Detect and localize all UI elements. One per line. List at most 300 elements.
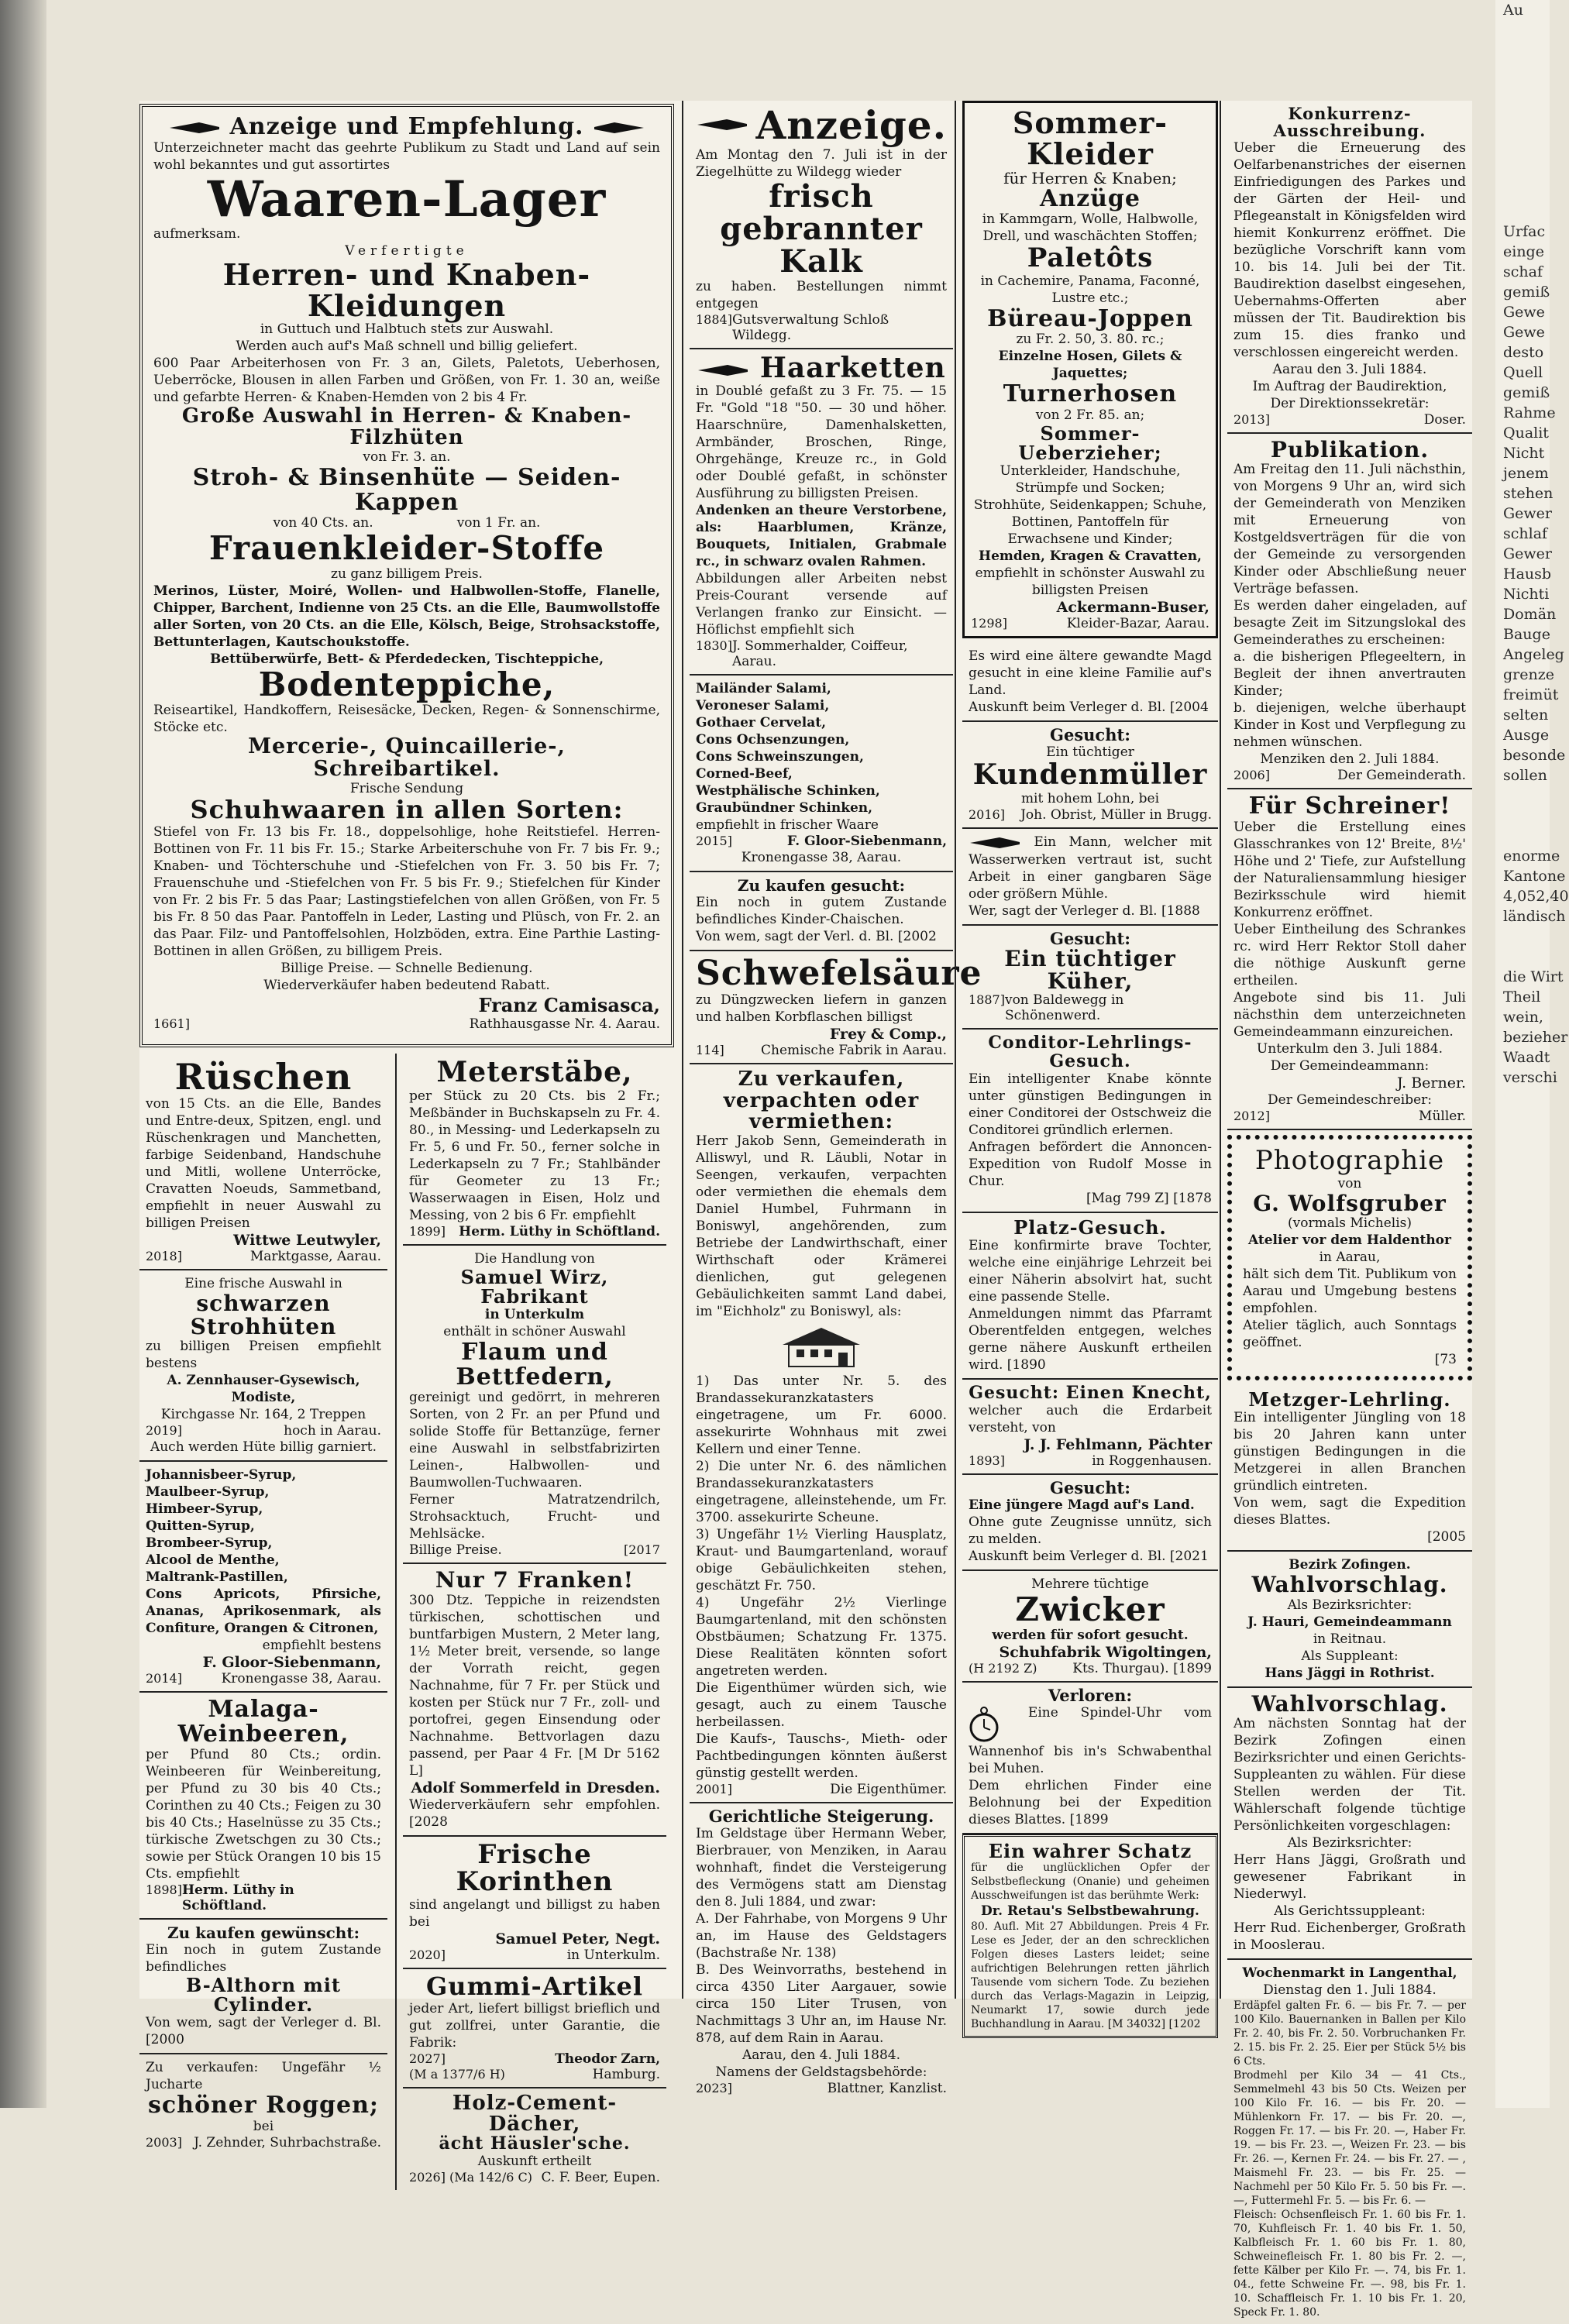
- ad-text: Mehrere tüchtige: [1031, 1576, 1149, 1592]
- ad-text: Hemden, Kragen & Cravatten,: [979, 548, 1202, 565]
- pocket-watch-icon: [969, 1704, 1000, 1743]
- ad-title-text: Haarketten: [759, 351, 946, 384]
- ad-text: [969, 1704, 1212, 1777]
- ad-headline: Platz-Gesuch.: [1013, 1215, 1167, 1239]
- ad-headline: Waaren-Lager: [207, 170, 607, 229]
- ad-text: Am Montag den 7. Juli ist in der Ziegelhütte zu Wildegg wieder: [696, 146, 947, 180]
- ad-konkurrenz: [1227, 101, 1472, 434]
- ad-text: Als Gerichtssuppleant:: [1274, 1903, 1426, 1920]
- ad-text: J. Hauri, Gemeindeammann: [1247, 1614, 1452, 1630]
- ad-footer: [409, 1542, 660, 1558]
- ad-signature: Die Eigenthümer.: [830, 1782, 947, 1798]
- ad-signature: A. Zennhauser-Gysewisch, Modiste,: [167, 1373, 360, 1406]
- ad-text: Es wird eine ältere gewandte Magd gesucht in eine kleine Familie auf's Land.: [969, 648, 1212, 699]
- ad-text: Am Freitag den 11. Juli nächsthin, von Morgens 9 Uhr an, wird sich der Gemeinderath von Menziken mit Erneuerung von Kostgeldsverträgen für die von der Gemeinde zu versorgenden Kinder oder Abschließung neuer Verträge befassen.: [1234, 462, 1466, 597]
- pointing-hand-icon: [168, 119, 221, 136]
- ad-subheadline: Anzüge: [1040, 184, 1141, 212]
- ad-footer: [969, 807, 1212, 823]
- ad-signature: J. Berner.: [1396, 1074, 1466, 1092]
- ad-text: für Herren & Knaben;: [1003, 168, 1177, 187]
- ad-gummi: [403, 1969, 666, 2089]
- ad-headline: Sommer-Kleider: [1012, 105, 1168, 171]
- ad-text: Namens der Geldstagsbehörde:: [715, 2064, 927, 2081]
- adjacent-page-fragment: Ausge: [1503, 727, 1550, 744]
- adjacent-page-fragment: gemiß: [1503, 284, 1550, 301]
- ad-magd-2: [962, 1475, 1218, 1571]
- ad-text: hält sich dem Tit. Publikum von Aarau und Umgebung bestens empfohlen.: [1243, 1267, 1457, 1317]
- ad-text: Die Handlung von: [474, 1250, 595, 1267]
- ad-subheadline: Große Auswahl in Herren- & Knaben-Filzhüten: [181, 404, 632, 449]
- ad-date: Aarau den 3. Juli 1884.: [1272, 362, 1427, 378]
- ad-subheadline: Paletôts: [1027, 242, 1154, 274]
- ad-conditor: [962, 1030, 1218, 1212]
- ad-list-item: Maulbeer-Syrup,: [146, 1484, 270, 1501]
- ad-address: Chemische Fabrik in Aarau.: [761, 1043, 947, 1059]
- ad-number: 1899]: [409, 1223, 446, 1239]
- ad-text: gereinigt und gedörrt, in mehreren Sorten, von 2 Fr. an per Pfund und solide Stoffe für Bettanzüge, ferner eine Auswahl in selbstfabrizirten Leinen-, Halbwollen- und Baumwollen-Tuchwaaren.: [409, 1390, 660, 1491]
- ad-footer: [153, 1016, 660, 1032]
- ad-signature: Adolf Sommerfeld in Dresden.: [411, 1779, 660, 1796]
- ad-signature: F. Gloor-Siebenmann,: [786, 834, 947, 850]
- ad-text: Ein Mann, welcher mit Wasserwerken vertraut ist, sucht Arbeit in einer gangbaren Säge oder größern Mühle.: [969, 834, 1213, 902]
- ad-text: bei: [253, 2118, 274, 2134]
- ad-text: Als Bezirksrichter:: [1287, 1835, 1412, 1851]
- ad-text: Ueber die Erstellung eines Glasschrankes von 12' Breite, 8½' Höhe und 2' Tiefe, zur Aufstellung der Naturaliensammlung hiesiger Bezirksschule wird hiemit Konkurrenz eröffnet.: [1234, 819, 1466, 920]
- ad-number: 1830]: [696, 638, 732, 654]
- ad-wahlvorschlag-2: [1227, 1688, 1472, 1960]
- ad-list-item: Brombeer-Syrup,: [146, 1535, 273, 1552]
- column-2: [395, 1054, 666, 2190]
- ad-number: 114]: [696, 1043, 724, 1058]
- adjacent-page-fragment: [1503, 40, 1550, 60]
- ad-text: Auskunft ertheilt: [477, 2154, 592, 2170]
- ad-headline: Gesucht:: [1050, 1477, 1130, 1497]
- ad-text: Auch werden Hüte billig garniert.: [150, 1439, 377, 1456]
- ad-text: enthält in schöner Auswahl: [443, 1324, 626, 1340]
- ad-list-item: 1) Das unter Nr. 5. des Brandassekuranzkatasters eingetragene, um Fr. 6000. assekurirte Wohnhaus mit zwei Kellern und einer Tenne.: [696, 1373, 947, 1458]
- ad-text: jeder Art, liefert billigst brieflich und gut zollfrei, unter Garantie, die Fabrik:: [409, 2000, 660, 2051]
- adjacent-page-fragment: [1503, 1108, 1550, 1128]
- ad-text: Wer, sagt der Verleger d. Bl. [1888: [969, 902, 1200, 919]
- ad-text: von: [1337, 1175, 1362, 1191]
- ad-text: Der Gemeindeschreiber:: [1268, 1092, 1432, 1108]
- ad-number: 2020]: [409, 1947, 446, 1962]
- ad-footer: [146, 1423, 381, 1439]
- ad-footer: [969, 992, 1212, 1023]
- ad-headline: Konkurrenz-Ausschreibung.: [1273, 104, 1426, 141]
- ad-address: Kts. Thurgau). [1899: [1072, 1660, 1212, 1676]
- ad-footer: [969, 1661, 1212, 1676]
- ad-text: zu billigen Preisen empfiehlt bestens: [146, 1339, 381, 1372]
- ad-text: Im Auftrag der Baudirektion,: [1252, 379, 1447, 395]
- ad-syrup: [139, 1462, 387, 1693]
- ad-metzger: [1227, 1385, 1472, 1552]
- adjacent-page-fragment: [1503, 161, 1550, 181]
- ad-signature: J. J. Fehlmann, Pächter: [1024, 1435, 1212, 1453]
- ad-text: Anmeldungen nimmt das Pfarramt Oberentfelden entgegen, welches gerne nähere Auskunft ertheilen wird. [1890: [969, 1305, 1212, 1373]
- ad-list-item: 3) Ungefähr 1½ Vierling Hausplatz, Kraut- und Baumgartenland, worauf obige Gebäulichkeiten stehen, geschätzt Fr. 750.: [696, 1527, 947, 1594]
- ad-signature: Herm. Lüthy in Schöftland.: [181, 1882, 294, 1914]
- ad-headline: Nur 7 Franken!: [435, 1567, 635, 1593]
- ad-text: welcher auch die Erdarbeit versteht, von: [969, 1402, 1212, 1435]
- ad-chaischen: [690, 872, 953, 951]
- adjacent-page-fragment: [1503, 1148, 1550, 1168]
- ad-date: Menziken den 2. Juli 1884.: [1260, 751, 1440, 768]
- ad-rueschen: [139, 1054, 387, 1270]
- ad-number: 1298]: [971, 616, 1007, 631]
- ad-text: Hans Jäggi in Rothrist.: [1264, 1665, 1435, 1681]
- ad-signature: Blattner, Kanzlist.: [827, 2081, 947, 2097]
- ad-text: aufmerksam.: [153, 225, 241, 242]
- adjacent-page-fragment: Gewer: [1503, 545, 1553, 562]
- pointing-hand-icon: [593, 119, 645, 136]
- ad-text: Brodmehl per Kilo 34 — 41 Cts., Semmelmehl 43 bis 50 Cts. Weizen per 100 Kilo Fr. 16. — bis Fr. 20. — Mühlenkorn Fr. 17. — bis Fr. 20. —, Roggen Fr. 17. — bis Fr. 20. —, Haber Fr. 19. — bis Fr. 23. —, Weizen Fr. 23. — bis Fr. 26. —, Kernen Fr. 24. — bis Fr. 27. — , Maismehl Fr. 23. — bis Fr. 25. — Nachmehl per 50 Kilo Fr. 5. 50 bis Fr. —. —, Futtermehl Fr. 5. — bis Fr. 6. —: [1234, 2069, 1466, 2208]
- ad-headline: Photographie: [1254, 1144, 1445, 1176]
- column-1-lower: [139, 1054, 674, 2190]
- ad-text: Von wem, sagt der Verl. d. Bl. [2002: [696, 929, 937, 945]
- ad-text: Zu verkaufen: Ungefähr ½ Jucharte: [146, 2060, 381, 2093]
- ad-address: in Roggenhausen.: [1092, 1452, 1212, 1469]
- adjacent-page-fragment: Domän: [1503, 606, 1557, 623]
- ad-list-item: Graubündner Schinken,: [696, 800, 873, 816]
- ad-text: 600 Paar Arbeiterhosen von Fr. 3 an, Gilets, Paletots, Ueberhosen, Ueberröcke, Blousen in allen Farben und Größen, von Fr. 1. 30 an, weiße und gefarbte Herren- & Knaben-Hemden von 2 bis 4 Fr.: [153, 356, 660, 406]
- adjacent-page-fragment: Waadt: [1503, 1049, 1550, 1066]
- ad-text: Herr Jakob Senn, Gemeinderath in Alliswyl, und R. Läubli, Notar in Seengen, verkaufen, verpachten oder vermiethen die ehemals dem Daniel Humbel, Fuhrmann in Boniswyl, angehörenden, zum Betriebe der Landwirthschaft, einer Wirthschaft oder Krämerei dienlichen, gut gelegenen Gebäulichkeiten sammt Land dabei, im "Eichholz" zu Boniswyl, als:: [696, 1133, 947, 1320]
- ad-footer: [696, 1043, 947, 1058]
- ad-footer: [409, 2051, 660, 2067]
- ad-list-item: b. diejenigen, welche überhaupt Kinder in Kost und Verpflegung zu nehmen wünschen.: [1234, 700, 1466, 751]
- ad-number: 2018]: [146, 1249, 182, 1264]
- ad-signature: Schuhfabrik Wigoltingen,: [999, 1643, 1212, 1661]
- ad-number: 2014]: [146, 1671, 182, 1686]
- adjacent-page-fragment: Angeleg: [1503, 646, 1564, 663]
- ad-text: in Doublé gefaßt zu 3 Fr. 75. — 15 Fr. "Gold "18 "50. — 30 und höher. Haarschnüre, Damenhalsketten, Armbänder, Broschen, Ringe, Ohrgehänge, Kreuze rc., in Gold oder Doublé gefaßt, in schönster Ausführung zu billigsten Preisen.: [696, 383, 947, 502]
- ad-text: Die Kaufs-, Tauschs-, Mieth- oder Pachtbedingungen könnten äußerst günstig gestellt werden.: [696, 1731, 947, 1782]
- ad-signature: Theodor Zarn,: [555, 2051, 660, 2067]
- ad-signature: Der Gemeinderath.: [1337, 768, 1466, 784]
- adjacent-page-fragment: [1503, 60, 1550, 81]
- ad-text: 300 Dtz. Teppiche in reizendsten türkischen, schottischen und buntfarbigen Mustern, 2 Meter lang, 1½ Meter breit, versende, so lange der Vorrath reicht, gegen Nachnahme, für 7 Fr. per Stück und kosten per Stück nur 7 Fr., zoll- und portofrei, gegen Einsendung oder Nachnahme. Bettvorlagen dazu passend, per Paar 4 Fr. [M Dr 5162 L]: [409, 1592, 660, 1779]
- adjacent-page-fragment: Rahme: [1503, 404, 1556, 421]
- ad-text: Ueber die Erneuerung des Oelfarbenanstriches der eisernen Einfriedigungen des Parkes und der Gärten der Heil- und Pflegeanstalt in Königsfelden wird hiemit Konkurrenz eröffnet. Die bezügliche Vorschrift kann vom 10. bis 14. Juli bei der Tit. Baudirektion daselbst eingesehen, Uebernahms-Offerten aber müssen der Tit. Baudirektion bis zum 15. dies franko und verschlossen eingereicht werden.: [1234, 140, 1466, 361]
- ad-text: Werden auch auf's Maß schnell und billig geliefert.: [236, 339, 578, 355]
- ad-text: Billige Preise.: [409, 1542, 502, 1559]
- adjacent-page-fragment: grenze: [1503, 666, 1554, 683]
- ad-signature: C. F. Beer, Eupen.: [541, 2170, 660, 2186]
- adjacent-page-fragment: [1503, 1088, 1550, 1108]
- ad-list-item: a. die bisherigen Pflegeeltern, in Begleit der ihnen anvertrauten Kinder;: [1234, 649, 1466, 700]
- ad-headline: Wochenmarkt in Langenthal,: [1242, 1965, 1457, 1982]
- ad-text: Eine konfirmirte brave Tochter, welche eine einjährige Lehrzeit bei einer Näherin absolvirt hat, sucht eine passende Stelle.: [969, 1237, 1212, 1305]
- ad-text: Einzelne Hosen, Gilets & Jaquettes;: [998, 349, 1182, 382]
- adjacent-page-fragment: [1503, 947, 1550, 967]
- adjacent-page-fragment: Bauge: [1503, 626, 1550, 643]
- adjacent-page-fragment: enorme: [1503, 847, 1560, 865]
- ad-list-item: Cons Ochsenzungen,: [696, 732, 850, 748]
- ad-text: Fleisch: Ochsenfleisch Fr. 1. 60 bis Fr. 1. 70, Kuhfleisch Fr. 1. 40 bis Fr. 1. 50, Kalbfleisch Fr. 1. 60 bis Fr. 1. 80, Schweinefleisch Fr. 1. 80 bis Fr. 2. —, fette Kälber per Kilo Fr. —. 74, bis Fr. 1. 04., fette Schweine Fr. —. 98, bis Fr. 1. 10. Schaffleisch Fr. 1. 10 bis Fr. 1. 20, Speck Fr. 1. 80.: [1234, 2209, 1466, 2319]
- column-3: [682, 101, 982, 2097]
- newspaper-page: [139, 101, 1472, 2319]
- ad-list-item: Cons Apricots, Pfirsiche, Ananas, Aprikosenmark, als Confiture, Orangen & Citronen,: [146, 1587, 381, 1637]
- ad-footer: [696, 638, 947, 669]
- adjacent-page-fragment: Kantone: [1503, 868, 1566, 885]
- ad-text: Merinos, Lüster, Moiré, Wollen- und Halbwollen-Stoffe, Flanelle, Chipper, Barchent, Indienne von 25 Cts. an die Elle, Baumwollstoffe aller Sorten, von 20 Cts. an die Elle, Kölsch, Beige, Strohsackstoffe, Bettunterlagen, Kautschoukstoffe.: [153, 583, 660, 651]
- ad-headline: Zu verkaufen, verpachten oder vermiethen:: [723, 1067, 920, 1134]
- ad-headline: Publikation.: [1270, 437, 1430, 463]
- adjacent-page-fragment: [1503, 806, 1550, 826]
- ad-text: Eine frische Auswahl in: [184, 1276, 342, 1292]
- ad-code: (M a 1377/6 H): [409, 2066, 505, 2082]
- ad-footer: [409, 2067, 660, 2082]
- ad-camisasca: [139, 104, 674, 1047]
- ad-text: Die Eigenthümer würden sich, wie gesagt, auch zu einem Tausche herbeilassen.: [696, 1680, 947, 1731]
- ad-text: sind angelangt und billigst zu haben bei: [409, 1896, 660, 1930]
- ad-number: 2012]: [1234, 1108, 1270, 1123]
- column-1a: [139, 1054, 387, 2190]
- ad-signature: Samuel Peter, Negt.: [495, 1930, 660, 1948]
- ad-footer: [1234, 1109, 1466, 1124]
- ad-headline: Gummi-Artikel: [425, 1971, 644, 2001]
- ad-signature: Wittwe Leutwyler,: [233, 1232, 381, 1250]
- ad-schreiner: [1227, 789, 1472, 1130]
- ad-text: [969, 834, 1212, 902]
- ad-althorn: [139, 1920, 387, 2054]
- adjacent-page-strip: [1503, 0, 1569, 2108]
- adjacent-page-fragment: gemiß: [1503, 384, 1550, 401]
- adjacent-page-fragment: Theil: [1503, 988, 1541, 1006]
- adjacent-page-fragment: [1503, 201, 1550, 222]
- ad-list-item: Gothaer Cervelat,: [696, 715, 827, 731]
- ad-text: mit hohem Lohn, bei: [1020, 791, 1160, 807]
- ad-headline: Malaga-Weinbeeren,: [177, 1696, 349, 1748]
- ad-text: Strohhüte, Seidenkappen; Schuhe, Bottinen, Pantoffeln für Erwachsene und Kinder;: [973, 497, 1207, 548]
- ad-number: [2005: [1427, 1529, 1466, 1545]
- ad-address: Kleider-Bazar, Aarau.: [1066, 616, 1209, 632]
- adjacent-page-fragment: [1503, 927, 1550, 947]
- ad-steigerung: [690, 1803, 953, 2101]
- ad-subheadline: Zwicker: [1015, 1590, 1165, 1628]
- ad-text: Erdäpfel galten Fr. 6. — bis Fr. 7. — per 100 Kilo. Bauernanken in Ballen per Kilo Fr. 2. 40, bis Fr. 2. 50. Vorbruchanken Fr. 2. 15. bis Fr. 2. 25. Eier per Stück 5½ bis 6 Cts.: [1234, 1999, 1466, 2068]
- ad-text: (vormals Michelis): [1287, 1215, 1412, 1232]
- ad-headline: Verloren:: [1048, 1685, 1133, 1705]
- ad-text: in Aarau,: [1319, 1250, 1381, 1266]
- ad-malaga: [139, 1693, 387, 1920]
- ad-text: Ein tüchtiger: [1046, 744, 1134, 761]
- ad-subheadline: Sommer-Ueberzieher;: [1018, 421, 1162, 465]
- ad-address: Rathhausgasse Nr. 4. Aarau.: [469, 1016, 660, 1032]
- adjacent-page-fragment: [1503, 101, 1550, 121]
- ad-list-item: 2) Die unter Nr. 6. des nämlichen Brandassekuranzkatasters eingetragene, alleinstehende, um Fr. 3700. assekurirte Scheune.: [696, 1459, 947, 1526]
- ad-text: in Kammgarn, Wolle, Halbwolle, Drell, und waschächten Stoffen;: [982, 211, 1199, 245]
- ad-subheadline: G. Wolfsgruber: [1253, 1190, 1447, 1216]
- ad-address: in Unterkulm.: [566, 1947, 660, 1963]
- ad-title: [696, 102, 947, 148]
- ad-headline: Gesucht:: [1050, 928, 1130, 948]
- ad-list-item: Alcool de Menthe,: [146, 1552, 280, 1569]
- ad-list-item: Corned-Beef,: [696, 766, 793, 782]
- ad-wirz: [403, 1246, 666, 1564]
- ad-address: Kronengasse 38, Aarau.: [221, 1671, 381, 1687]
- ad-text: Bettüberwürfe, Bett- & Pferdedecken, Tischteppiche,: [209, 651, 604, 668]
- adjacent-page-fragment: ländisch: [1503, 908, 1566, 925]
- ad-haarketten: [690, 349, 953, 676]
- ad-headline: schöner Roggen;: [148, 2092, 379, 2119]
- ad-text: Stiefel von Fr. 13 bis Fr. 18., doppelsohlige, hohe Reitstiefel. Herren-Bottinen von Fr. 11 bis Fr. 15.; Starke Arbeiterschuhe von Fr. 7 bis Fr. 9.; Knaben- und Töchterschuhe und -Stiefelchen von Fr. 3. 50 bis Fr. 7; Frauenschuhe und -Stiefelchen von Fr. 5 bis Fr. 9.; Stiefelchen für Kinder von Fr. 2 bis Fr. 5 das Paar; Lastingstiefelchen von allen Größen, von Fr. 5 bis Fr. 8 50 das Paar. Pantoffeln in Leder, Lasting und Plüsch, von Fr. 2. an das Paar. Filz- und Pantoffelsohlen, Holzböden, extra. Eine Parthie Lasting-Bottinen in allen Größen, zu billigem Preis.: [153, 823, 660, 959]
- ad-text: Bezirk Zofingen.: [1289, 1557, 1411, 1573]
- ad-headline: Gerichtliche Steigerung.: [708, 1807, 934, 1827]
- ad-text: von Baldewegg in Schönenwerd.: [1004, 992, 1124, 1024]
- adjacent-page-fragment: 4,052,40: [1503, 888, 1569, 905]
- ad-text: von 2 Fr. 85. an;: [1035, 407, 1145, 423]
- ad-publikation: [1227, 434, 1472, 789]
- ad-holzcement: [403, 2089, 666, 2191]
- ad-list-item: A. Der Fahrhabe, von Morgens 9 Uhr an, im Hause des Geldstagers (Bachstraße Nr. 138): [696, 1911, 947, 1961]
- ad-headline: Schwefelsäure: [696, 954, 982, 994]
- adjacent-page-fragment: freimüt: [1503, 686, 1559, 703]
- ad-text: Herr Rud. Eichenberger, Großrath in Mooslerau.: [1234, 1920, 1466, 1954]
- ad-footer: [409, 2170, 660, 2185]
- ad-teppiche: [403, 1564, 666, 1836]
- ad-list-item: Cons Schweinszungen,: [696, 749, 864, 765]
- ad-zwicker: [962, 1571, 1218, 1683]
- ad-address: Kronengasse 38, Aarau.: [741, 850, 902, 866]
- ad-title-text: Anzeige und Empfehlung.: [229, 113, 584, 140]
- ad-text: von Fr. 3. an.: [363, 449, 451, 466]
- adjacent-page-fragment: desto: [1503, 344, 1544, 361]
- ad-footer: [409, 1948, 660, 1963]
- ad-number: 1893]: [969, 1452, 1005, 1468]
- adjacent-page-fragment: [1503, 141, 1550, 161]
- ad-text: Wiederverkäufern sehr empfohlen. [2028: [409, 1796, 660, 1830]
- ad-headline: Zu kaufen gewünscht:: [167, 1923, 360, 1943]
- pointing-hand-icon: [696, 116, 748, 133]
- ad-intro: Unterzeichneter macht das geehrte Publikum zu Stadt und Land auf sein wohl bekanntes und gut assortirtes: [153, 139, 660, 173]
- ad-subheadline: Schuhwaaren in allen Sorten:: [190, 794, 624, 824]
- adjacent-page-fragment: Nicht: [1503, 445, 1545, 462]
- ad-subheadline: Frauenkleider-Stoffe: [208, 529, 605, 568]
- ad-list-item: Maltrank-Pastillen,: [146, 1569, 288, 1586]
- ad-knecht: [962, 1380, 1218, 1475]
- ad-signature: Herm. Lüthy in Schöftland.: [459, 1223, 660, 1239]
- ad-list-item: Quitten-Syrup,: [146, 1518, 255, 1535]
- ad-text: werden für sofort gesucht.: [992, 1627, 1189, 1643]
- ad-subheadline: Kundenmüller: [972, 758, 1208, 792]
- ad-text: Es werden daher eingeladen, auf besagte Zeit im Sitzungslokal des Gemeinderathes zu erscheinen:: [1234, 598, 1466, 648]
- ad-mann: [962, 829, 1218, 926]
- ad-text: Ein noch in gutem Zustande befindliches Kinder-Chaischen.: [696, 895, 947, 928]
- ad-roggen: [139, 2054, 387, 2155]
- ad-text: Atelier vor dem Haldenthor: [1248, 1232, 1451, 1249]
- ad-kalk: [690, 101, 953, 349]
- ad-salami: [690, 676, 953, 872]
- ad-korinthen: [403, 1837, 666, 1969]
- adjacent-page-fragment: Urfac: [1503, 223, 1546, 240]
- adjacent-page-fragment: schlaf: [1503, 525, 1548, 542]
- ad-footer: [146, 1882, 381, 1913]
- ad-number: 1884]: [696, 311, 732, 327]
- adjacent-page-fragment: [1503, 1128, 1550, 1148]
- ad-list-item: 4) Ungefähr 2½ Vierlinge Baumgartenland, mit den schönsten Obstbäumen; Schatzung Fr. 1375. Diese Realitäten könnten sofort angetreten werden.: [696, 1595, 947, 1679]
- ad-subheadline: Turnerhosen: [1003, 380, 1178, 408]
- adjacent-page-fragment: Gewe: [1503, 304, 1545, 321]
- ad-signature: Franz Camisasca,: [478, 993, 660, 1016]
- ad-headline: Rüschen: [174, 1056, 353, 1098]
- adjacent-page-fragment: [1503, 1168, 1550, 1188]
- ad-number: [73: [1434, 1352, 1457, 1368]
- ad-title: [153, 115, 660, 139]
- ad-text: Ein noch in gutem Zustande befindliches: [146, 1942, 381, 1975]
- ad-footer: [409, 1224, 660, 1239]
- ad-list-item: Veroneser Salami,: [696, 698, 830, 714]
- ad-number: 2023]: [696, 2081, 732, 2096]
- ad-text: Abbildungen aller Arbeiten nebst Preis-Courant versende auf Verlangen franko zur Einsicht. — Höflichst empfiehlt sich: [696, 571, 947, 638]
- ad-text: zu Fr. 2. 50, 3. 80. rc.;: [1016, 332, 1165, 348]
- ad-text: Eine jüngere Magd auf's Land.: [969, 1497, 1195, 1513]
- adjacent-page-fragment: einge: [1503, 243, 1544, 260]
- ad-footer: [146, 1249, 381, 1264]
- ad-list-item: B. Des Weinvorraths, bestehend in circa 4350 Liter Aargauer, sowie circa 150 Liter Trusen, von Nachmittags 3 Uhr an, im Hause Nr. 878, auf dem Rain in Aarau.: [696, 1962, 947, 2047]
- ad-text: Angebote sind bis 11. Juli nächsthin dem unterzeichneten Gemeindeammann einzureichen.: [1234, 989, 1466, 1040]
- ad-headline: schwarzen Strohhüten: [190, 1291, 337, 1339]
- ad-subheadline: Bodenteppiche,: [258, 665, 556, 704]
- adjacent-page-fragment: Gewer: [1503, 505, 1553, 522]
- ad-text: per Pfund 80 Cts.; ordin. Weinbeeren für Weinbereitung, per Pfund zu 30 bis 40 Cts.; Corinthen zu 40 Cts.; Feigen zu 30 bis 40 Cts.; Haselnüsse zu 35 Cts.; türkische Zwetschgen zu 30 Cts.; sowie per Stück Orangen 10 bis 15 Cts. empfiehlt: [146, 1747, 381, 1882]
- ad-text: Reiseartikel, Handkoffern, Reisesäcke, Decken, Regen- & Sonnenschirme, Stöcke etc.: [153, 703, 660, 736]
- column-1: [139, 101, 674, 2190]
- ad-text: Der Gemeindeammann:: [1270, 1057, 1430, 1074]
- ad-text: zu haben. Bestellungen nimmt entgegen: [696, 278, 947, 311]
- ad-signature: F. Gloor-Siebenmann,: [202, 1654, 381, 1672]
- ad-list-item: Johannisbeer-Syrup,: [146, 1467, 297, 1483]
- ad-title-text: Anzeige.: [755, 102, 947, 148]
- ad-sommer-kleider: [962, 101, 1218, 638]
- ad-schwefelsaeure: [690, 951, 982, 1064]
- ad-headline: Zu kaufen gesucht:: [737, 876, 906, 896]
- adjacent-page-fragment: wein,: [1503, 1009, 1543, 1026]
- ad-number: 2019]: [146, 1423, 182, 1439]
- adjacent-page-fragment: [1503, 20, 1550, 40]
- ad-text: 80. Aufl. Mit 27 Abbildungen. Preis 4 Fr. Lese es Jeder, der an den schrecklichen Folgen dieses Lasters leidet; seine aufrichtigen Belehrungen retten jährlich Tausende vom sichern Tode. Zu beziehen durch das Verlags-Magazin in Leipzig, Neumarkt 17, sowie durch jede Buchhandlung in Aarau. [M 34032] [1202: [971, 1920, 1209, 2031]
- ad-text: Der Direktionssekretär:: [1270, 396, 1430, 412]
- ad-subheadline: Samuel Wirz, Fabrikant: [460, 1265, 609, 1308]
- ad-headline: Wahlvorschlag.: [1251, 1572, 1448, 1598]
- adjacent-page-fragment: stehen: [1503, 485, 1554, 502]
- adjacent-page-fragment: schaf: [1503, 263, 1543, 280]
- ad-text: für die unglücklichen Opfer der Selbstbefleckung (Onanie) und geheimen Ausschweifungen ist das berühmte Werk:: [971, 1862, 1209, 1903]
- ad-signature: Ackermann-Buser,: [1056, 599, 1209, 617]
- ad-footer: [969, 1453, 1212, 1469]
- ad-number: [Mag 799 Z] [1878: [1086, 1190, 1212, 1206]
- ad-number: 1661]: [153, 1016, 190, 1031]
- ad-footer: [971, 616, 1209, 631]
- ad-text: Andenken an theure Verstorbene, als: Haarblumen, Kränze, Bouquets, Initialen, Grabmale rc., in schwarz ovalen Rahmen.: [696, 503, 947, 570]
- adjacent-page-fragment: [1503, 826, 1550, 846]
- adjacent-page-fragment: bezieher: [1503, 1029, 1568, 1046]
- ad-date: Aarau, den 4. Juli 1884.: [741, 2047, 901, 2064]
- ad-headline: frisch gebrannter Kalk: [720, 177, 923, 280]
- ad-footer: [1234, 412, 1466, 428]
- ad-wahlvorschlag-1: [1227, 1552, 1472, 1687]
- ad-number: 2016]: [969, 807, 1005, 823]
- ad-subheadline: Büreau-Joppen: [987, 304, 1193, 332]
- ad-text: Als Suppleant:: [1301, 1648, 1399, 1664]
- ad-text: Von wem, sagt die Expedition dieses Blattes.: [1234, 1495, 1466, 1528]
- ad-number: 2013]: [1234, 412, 1270, 428]
- ad-footer: [696, 2081, 947, 2096]
- ad-number: [2017: [624, 1542, 660, 1558]
- column-4: [955, 101, 1218, 2031]
- ad-address: Marktgasse, Aarau.: [249, 1249, 381, 1265]
